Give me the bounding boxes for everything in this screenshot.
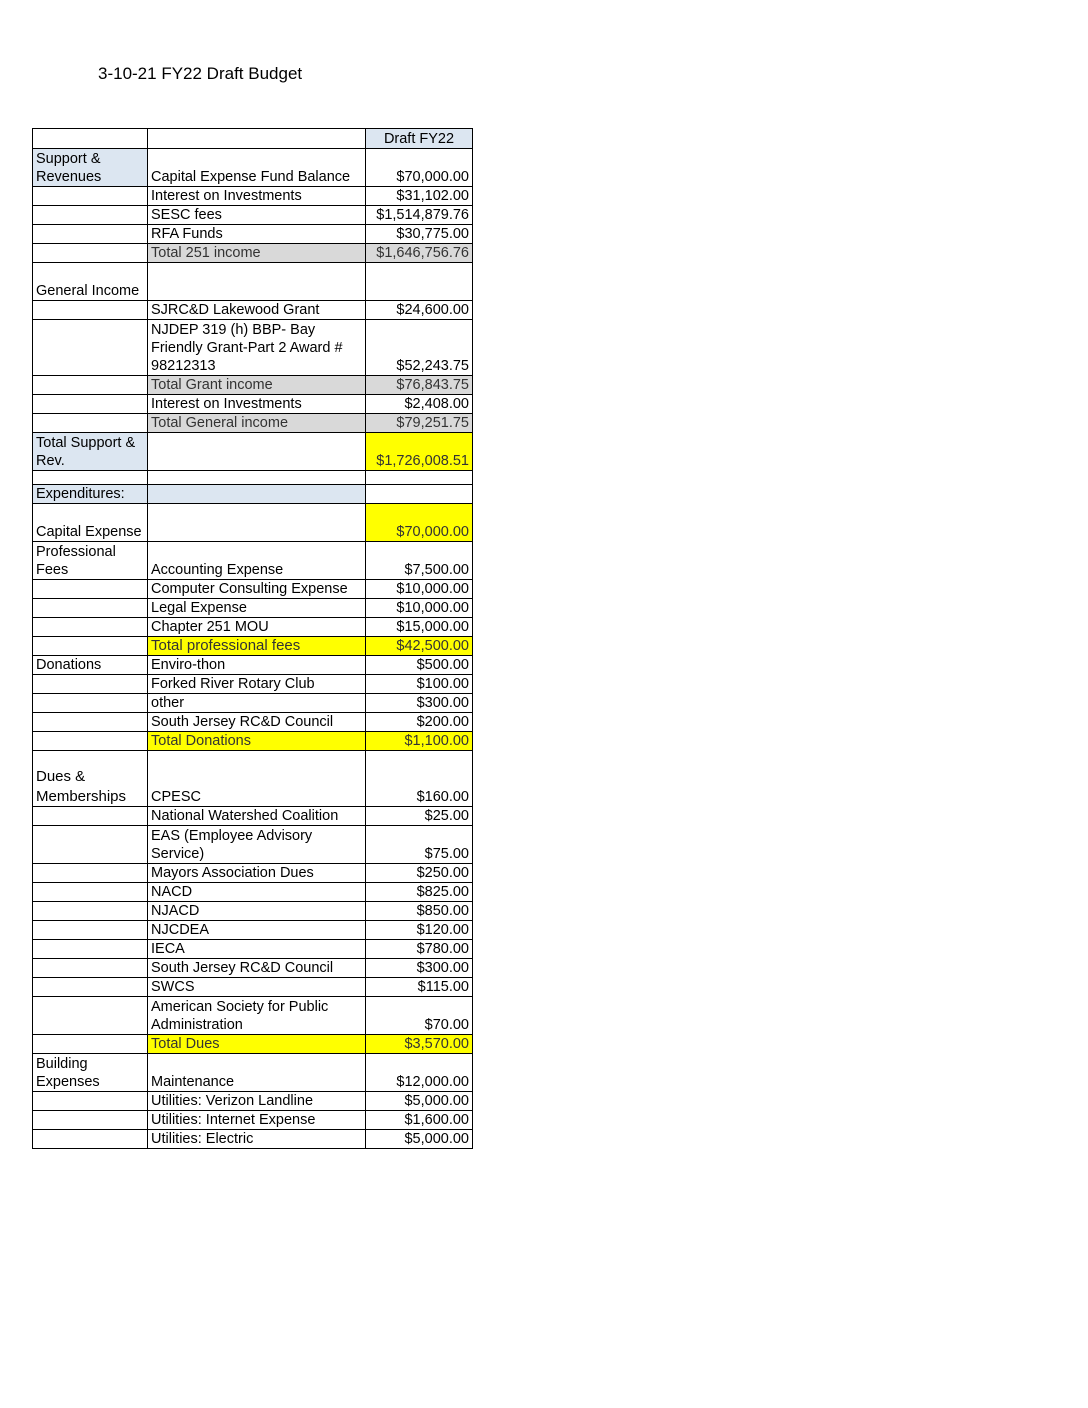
section-label: Dues & Memberships <box>33 751 148 807</box>
table-cell <box>33 1111 148 1130</box>
subtotal-row <box>33 376 473 395</box>
total-row <box>33 732 473 751</box>
row-label: National Watershed Coalition <box>148 807 366 826</box>
table-row <box>33 485 473 504</box>
row-value: $1,514,879.76 <box>366 206 473 225</box>
row-value: $300.00 <box>366 959 473 978</box>
section-label: Donations <box>33 656 148 675</box>
subtotal-value: $79,251.75 <box>366 414 473 433</box>
row-value: $200.00 <box>366 713 473 732</box>
table-cell <box>33 206 148 225</box>
table-cell <box>33 244 148 263</box>
total-value: $42,500.00 <box>366 637 473 656</box>
subtotal-value: $76,843.75 <box>366 376 473 395</box>
row-value: $31,102.00 <box>366 187 473 206</box>
row-label: NJDEP 319 (h) BBP- Bay Friendly Grant-Part 2 Award # 98212313 <box>148 320 366 376</box>
table-row <box>33 1130 473 1149</box>
row-label: NACD <box>148 883 366 902</box>
table-cell <box>33 376 148 395</box>
table-row <box>33 807 473 826</box>
row-value: $70.00 <box>366 997 473 1035</box>
row-label: SWCS <box>148 978 366 997</box>
table-cell <box>33 320 148 376</box>
total-row <box>33 1035 473 1054</box>
total-label: Total Dues <box>148 1035 366 1054</box>
table-row <box>33 599 473 618</box>
row-value: $75.00 <box>366 826 473 864</box>
row-label: Utilities: Internet Expense <box>148 1111 366 1130</box>
row-label: American Society for Public Administration <box>148 997 366 1035</box>
table-cell <box>33 826 148 864</box>
row-label: Maintenance <box>148 1054 366 1092</box>
total-row <box>33 504 473 542</box>
subtotal-value: $1,646,756.76 <box>366 244 473 263</box>
subtotal-label: Total 251 income <box>148 244 366 263</box>
table-cell <box>33 187 148 206</box>
total-label: Total Donations <box>148 732 366 751</box>
table-cell <box>33 414 148 433</box>
row-label <box>148 504 366 542</box>
total-value: $1,726,008.51 <box>366 433 473 471</box>
table-row <box>33 1092 473 1111</box>
table-row <box>33 395 473 414</box>
row-value: $825.00 <box>366 883 473 902</box>
table-row <box>33 864 473 883</box>
table-cell <box>33 807 148 826</box>
row-value: $10,000.00 <box>366 599 473 618</box>
row-label: EAS (Employee Advisory Service) <box>148 826 366 864</box>
table-cell <box>33 864 148 883</box>
table-row <box>33 997 473 1035</box>
table-row <box>33 187 473 206</box>
table-row <box>33 263 473 301</box>
row-value: $120.00 <box>366 921 473 940</box>
table-row <box>33 656 473 675</box>
row-label: NJCDEA <box>148 921 366 940</box>
row-value: $500.00 <box>366 656 473 675</box>
section-label: Expenditures: <box>33 485 148 504</box>
table-row <box>33 320 473 376</box>
table-cell <box>33 883 148 902</box>
row-label: RFA Funds <box>148 225 366 244</box>
row-label: other <box>148 694 366 713</box>
row-value: $10,000.00 <box>366 580 473 599</box>
table-row <box>33 978 473 997</box>
table-row <box>33 1054 473 1092</box>
table-cell <box>148 129 366 149</box>
row-value: $2,408.00 <box>366 395 473 414</box>
row-value: $15,000.00 <box>366 618 473 637</box>
total-label: Total professional fees <box>148 637 366 656</box>
table-cell <box>33 395 148 414</box>
section-label: General Income <box>33 263 148 301</box>
table-cell <box>33 902 148 921</box>
table-row <box>33 618 473 637</box>
total-row <box>33 433 473 471</box>
table-row <box>33 902 473 921</box>
table-cell <box>33 599 148 618</box>
row-label: Capital Expense Fund Balance <box>148 149 366 187</box>
table-row <box>33 883 473 902</box>
row-value: $850.00 <box>366 902 473 921</box>
row-label <box>148 433 366 471</box>
row-label: Chapter 251 MOU <box>148 618 366 637</box>
row-value: $250.00 <box>366 864 473 883</box>
table-cell <box>366 485 473 504</box>
table-header-row <box>33 129 473 149</box>
table-row <box>33 225 473 244</box>
table-row <box>33 149 473 187</box>
row-value: $12,000.00 <box>366 1054 473 1092</box>
table-row <box>33 580 473 599</box>
section-label: Capital Expense <box>33 504 148 542</box>
table-cell <box>33 618 148 637</box>
table-cell <box>33 675 148 694</box>
row-label: SESC fees <box>148 206 366 225</box>
row-label: CPESC <box>148 751 366 807</box>
row-value: $7,500.00 <box>366 542 473 580</box>
budget-table <box>32 128 473 1149</box>
table-cell <box>148 471 366 485</box>
table-row <box>33 713 473 732</box>
row-value: $30,775.00 <box>366 225 473 244</box>
table-row <box>33 1111 473 1130</box>
section-label: Professional Fees <box>33 542 148 580</box>
table-cell <box>33 1130 148 1149</box>
row-label: Computer Consulting Expense <box>148 580 366 599</box>
row-label: Interest on Investments <box>148 395 366 414</box>
table-cell <box>33 580 148 599</box>
table-cell <box>33 1035 148 1054</box>
table-cell <box>366 471 473 485</box>
row-value: $5,000.00 <box>366 1092 473 1111</box>
table-cell <box>33 129 148 149</box>
table-cell <box>33 301 148 320</box>
total-row <box>33 637 473 656</box>
row-label: South Jersey RC&D Council <box>148 713 366 732</box>
row-value: $24,600.00 <box>366 301 473 320</box>
row-label: Accounting Expense <box>148 542 366 580</box>
row-label: Utilities: Verizon Landline <box>148 1092 366 1111</box>
row-label: Forked River Rotary Club <box>148 675 366 694</box>
table-cell <box>33 997 148 1035</box>
row-value: $100.00 <box>366 675 473 694</box>
row-value: $160.00 <box>366 751 473 807</box>
table-row <box>33 694 473 713</box>
table-row <box>33 940 473 959</box>
row-value: $780.00 <box>366 940 473 959</box>
subtotal-row <box>33 414 473 433</box>
section-label: Support & Revenues <box>33 149 148 187</box>
row-label: Enviro-thon <box>148 656 366 675</box>
table-cell <box>33 732 148 751</box>
table-row <box>33 542 473 580</box>
table-cell <box>33 959 148 978</box>
section-label: Building Expenses <box>33 1054 148 1092</box>
row-value: $5,000.00 <box>366 1130 473 1149</box>
document-title: 3-10-21 FY22 Draft Budget <box>98 64 303 83</box>
row-label: Utilities: Electric <box>148 1130 366 1149</box>
table-cell <box>33 225 148 244</box>
table-cell <box>33 637 148 656</box>
row-label: South Jersey RC&D Council <box>148 959 366 978</box>
table-row <box>33 959 473 978</box>
row-label: Legal Expense <box>148 599 366 618</box>
row-value: $115.00 <box>366 978 473 997</box>
table-cell <box>148 485 366 504</box>
section-label: Total Support & Rev. <box>33 433 148 471</box>
table-row <box>33 826 473 864</box>
table-cell <box>33 1092 148 1111</box>
table-cell <box>33 713 148 732</box>
row-value: $70,000.00 <box>366 149 473 187</box>
row-value: $25.00 <box>366 807 473 826</box>
table-row <box>33 675 473 694</box>
table-cell <box>33 471 148 485</box>
total-value: $70,000.00 <box>366 504 473 542</box>
row-value <box>366 263 473 301</box>
row-value: $1,600.00 <box>366 1111 473 1130</box>
row-label: Interest on Investments <box>148 187 366 206</box>
table-cell <box>33 978 148 997</box>
table-cell <box>33 940 148 959</box>
row-label: SJRC&D Lakewood Grant <box>148 301 366 320</box>
table-row <box>33 206 473 225</box>
row-label: NJACD <box>148 902 366 921</box>
column-header-draft-fy22: Draft FY22 <box>366 129 473 149</box>
row-label: IECA <box>148 940 366 959</box>
total-value: $1,100.00 <box>366 732 473 751</box>
subtotal-row <box>33 244 473 263</box>
spacer-row <box>33 471 473 485</box>
table-row <box>33 751 473 807</box>
table-row <box>33 921 473 940</box>
table-cell <box>33 694 148 713</box>
row-value: $52,243.75 <box>366 320 473 376</box>
total-value: $3,570.00 <box>366 1035 473 1054</box>
row-label: Mayors Association Dues <box>148 864 366 883</box>
table-row <box>33 301 473 320</box>
table-cell <box>33 921 148 940</box>
row-label <box>148 263 366 301</box>
row-value: $300.00 <box>366 694 473 713</box>
subtotal-label: Total General income <box>148 414 366 433</box>
subtotal-label: Total Grant income <box>148 376 366 395</box>
